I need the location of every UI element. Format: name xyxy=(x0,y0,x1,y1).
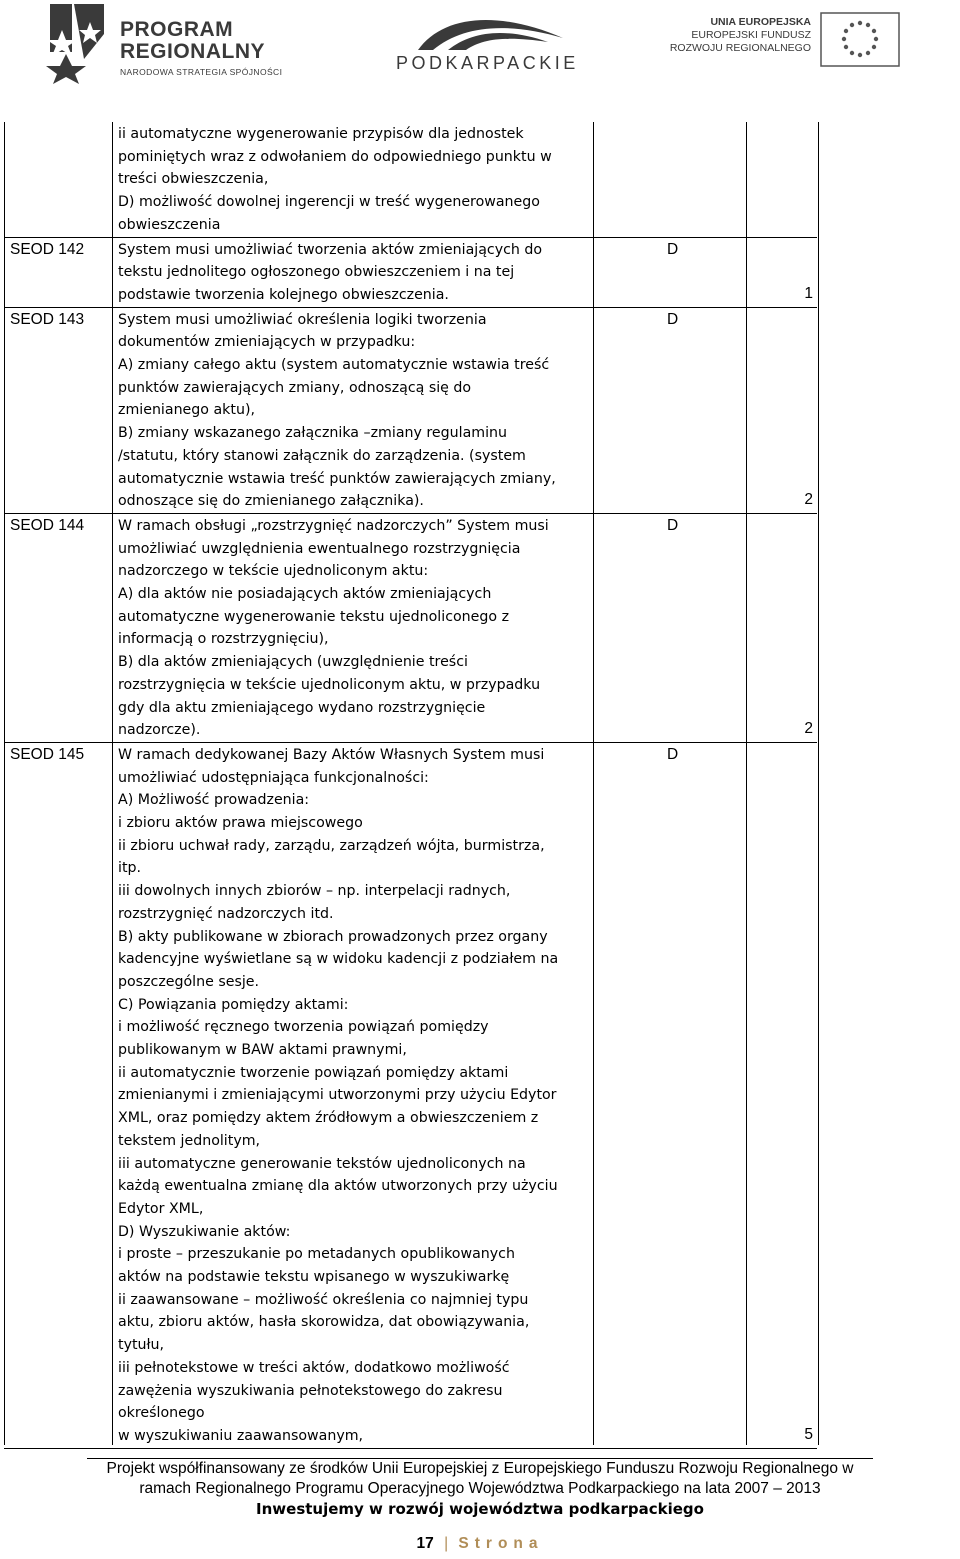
requirement-category: D xyxy=(667,310,679,328)
description-line: pominiętych wraz z odwołaniem do odpowiedniego punktu w xyxy=(118,148,552,165)
description-line: ii zaawansowane – możliwość określenia co najmniej typu xyxy=(118,1291,529,1308)
requirement-description xyxy=(118,743,618,1448)
description-line: System musi umożliwiać określenia logiki tworzenia xyxy=(118,311,487,328)
requirement-description xyxy=(118,514,618,742)
description-line: i możliwość ręcznego tworzenia powiązań pomiędzy xyxy=(118,1019,489,1036)
eu-text xyxy=(670,16,811,55)
eu-flag-icon xyxy=(820,12,900,67)
description-line: iii dowolnych innych zbiorów – np. interpelacji radnych, xyxy=(118,883,511,900)
description-line: rozstrzygnięcia w tekście ujednoliconym aktu, w przypadku xyxy=(118,676,541,693)
requirement-description xyxy=(118,238,618,307)
description-line: zmienianego aktu), xyxy=(118,402,255,419)
footer-line3: Inwestujemy w rozwój województwa podkarpackiego xyxy=(256,1500,704,1518)
page-separator: | xyxy=(444,1535,449,1552)
requirement-id: SEOD 144 xyxy=(10,516,85,534)
requirement-category: D xyxy=(667,516,679,534)
program-title-line2: REGIONALNY xyxy=(120,40,266,63)
requirement-points: 1 xyxy=(804,284,813,302)
description-line: iii automatyczne generowanie tekstów ujednoliconych na xyxy=(118,1155,526,1172)
footer-line2: ramach Regionalnego Programu Operacyjnego Województwa Podkarpackiego na lata 2007 – 2013 xyxy=(139,1480,821,1497)
description-line: tytułu, xyxy=(118,1337,165,1354)
description-line: w wyszukiwaniu zaawansowanym, xyxy=(118,1427,364,1444)
podkarpackie-logo xyxy=(388,10,578,72)
region-name: PODKARPACKIE xyxy=(396,53,579,73)
eu-line3: ROZWOJU REGIONALNEGO xyxy=(669,42,811,54)
description-line: B) zmiany wskazanego załącznika –zmiany regulaminu xyxy=(118,425,508,442)
description-line: aktów na podstawie tekstu wpisanego w wyszukiwarkę xyxy=(118,1269,510,1286)
table-border-right xyxy=(818,122,819,1445)
program-subtitle: NARODOWA STRATEGIA SPÓJNOŚCI xyxy=(120,67,283,77)
description-line: zmienianymi i zmieniającymi utworzonymi przy użyciu Edytor xyxy=(118,1087,557,1104)
requirement-category: D xyxy=(667,745,679,763)
description-line: D) możliwość dowolnej ingerencji w treść wygenerowanego xyxy=(118,194,540,211)
description-line: i proste – przeszukanie po metadanych opublikowanych xyxy=(118,1246,515,1263)
description-line: iii pełnotekstowe w treści aktów, dodatkowo możliwość xyxy=(118,1359,510,1376)
description-line: nadzorcze). xyxy=(118,722,201,739)
page-number-value: 17 xyxy=(416,1535,434,1552)
footer-rule xyxy=(87,1458,873,1459)
requirement-points: 2 xyxy=(804,491,813,509)
description-line: kadencyjne wyświetlane są w widoku kadencji z podziałem na xyxy=(118,951,559,968)
description-line: ii automatycznie tworzenie powiązań pomiędzy aktami xyxy=(118,1064,509,1081)
description-line: gdy dla aktu zmieniającego wydano rozstrzygnięcie xyxy=(118,699,486,716)
description-line: D) Wyszukiwanie aktów: xyxy=(118,1223,291,1240)
description-line: C) Powiązania pomiędzy aktami: xyxy=(118,996,349,1013)
requirement-description xyxy=(118,308,618,513)
description-line: itp. xyxy=(118,860,142,877)
requirement-id: SEOD 142 xyxy=(10,240,85,258)
description-line: tekstem jednolitym, xyxy=(118,1132,261,1149)
page-word: Strona xyxy=(458,1535,544,1552)
requirement-id: SEOD 143 xyxy=(10,310,85,328)
mountains-emblem-icon xyxy=(388,10,578,54)
description-line: Edytor XML, xyxy=(118,1200,204,1217)
description-line: poszczególne sesje. xyxy=(118,973,260,990)
description-line: i zbioru aktów prawa miejscowego xyxy=(118,815,363,831)
description-line: odnoszące się do zmienianego załącznika). xyxy=(118,493,424,510)
description-line: umożliwiać uwzględnienia ewentualnego rozstrzygnięcia xyxy=(118,540,521,557)
description-line: A) Możliwość prowadzenia: xyxy=(118,792,310,809)
table-row xyxy=(4,238,817,308)
program-title xyxy=(120,19,265,63)
description-line: B) akty publikowane w zbiorach prowadzonych przez organy xyxy=(118,928,548,945)
description-line: A) dla aktów nie posiadających aktów zmieniających xyxy=(118,586,492,602)
description-line: W ramach obsługi „rozstrzygnięć nadzorczych” System musi xyxy=(118,517,549,534)
description-line: publikowanym w BAW aktami prawnymi, xyxy=(118,1042,407,1059)
requirement-description xyxy=(118,122,618,237)
requirement-points: 5 xyxy=(804,1425,813,1443)
description-line: określonego xyxy=(118,1405,205,1422)
description-line: podstawie tworzenia kolejnego obwieszczenia. xyxy=(118,286,449,303)
description-line: A) zmiany całego aktu (system automatycznie wstawia treść xyxy=(118,357,550,373)
description-line: W ramach dedykowanej Bazy Aktów Własnych System musi xyxy=(118,746,545,763)
description-line: nadzorczego w tekście ujednoliconym aktu: xyxy=(118,563,429,580)
description-line: System musi umożliwiać tworzenia aktów zmieniających do xyxy=(118,241,543,258)
description-line: zawężenia wyszukiwania pełnotekstowego do zakresu xyxy=(118,1382,503,1399)
requirements-table xyxy=(4,122,817,1449)
description-line: automatycznie wstawia treść punktów zawierających zmiany, xyxy=(118,470,556,487)
description-line: /statutu, który stanowi załącznik do zarządzenia. (system xyxy=(118,447,526,464)
table-row xyxy=(4,514,817,743)
eu-line1: UNIA EUROPEJSKA xyxy=(710,16,811,28)
description-line: XML, oraz pomiędzy aktem źródłowym a obwieszczeniem z xyxy=(118,1110,539,1127)
table-row xyxy=(4,122,817,238)
description-line: tekstu jednolitego ogłoszonego obwieszczeniem i na tej xyxy=(118,264,515,281)
stars-emblem-icon xyxy=(44,4,116,84)
page-footer xyxy=(0,1458,960,1519)
program-title-line1: PROGRAM xyxy=(120,18,234,41)
description-line: aktu, zbioru aktów, hasła skorowidza, dat obowiązywania, xyxy=(118,1314,530,1331)
page-header xyxy=(0,0,960,90)
description-line: ii zbioru uchwał rady, zarządu, zarządzeń wójta, burmistrza, xyxy=(118,837,545,854)
eu-logo xyxy=(669,12,945,72)
description-line: obwieszczenia xyxy=(118,216,221,233)
table-row xyxy=(4,743,817,1449)
description-line: rozstrzygnięć nadzorczych itd. xyxy=(118,905,334,922)
description-line: B) dla aktów zmieniających (uwzględnienie treści xyxy=(118,654,468,671)
description-line: automatyczne wygenerowanie tekstu ujednoliconego z xyxy=(118,608,510,625)
description-line: treści obwieszczenia, xyxy=(118,171,269,188)
description-line: każdą ewentualna zmianę dla aktów utworzonych przy użyciu xyxy=(118,1178,558,1195)
description-line: dokumentów zmieniających w przypadku: xyxy=(118,334,416,351)
requirement-category: D xyxy=(667,240,679,258)
page-number xyxy=(0,1535,960,1553)
description-line: punktów zawierających zmiany, odnoszącą się do xyxy=(118,379,472,396)
eu-line2: EUROPEJSKI FUNDUSZ xyxy=(691,29,811,41)
program-regionalny-logo xyxy=(44,4,314,84)
description-line: umożliwiać udostępniająca funkcjonalności: xyxy=(118,769,429,786)
description-line: ii automatyczne wygenerowanie przypisów dla jednostek xyxy=(118,126,524,142)
footer-line1: Projekt współfinansowany ze środków Unii Europejskiej z Europejskiego Funduszu Rozwoju Regionalnego w xyxy=(106,1460,854,1477)
requirement-id: SEOD 145 xyxy=(10,745,85,763)
description-line: informacją o rozstrzygnięciu), xyxy=(118,631,329,648)
table-row xyxy=(4,308,817,514)
requirement-points: 2 xyxy=(804,720,813,738)
